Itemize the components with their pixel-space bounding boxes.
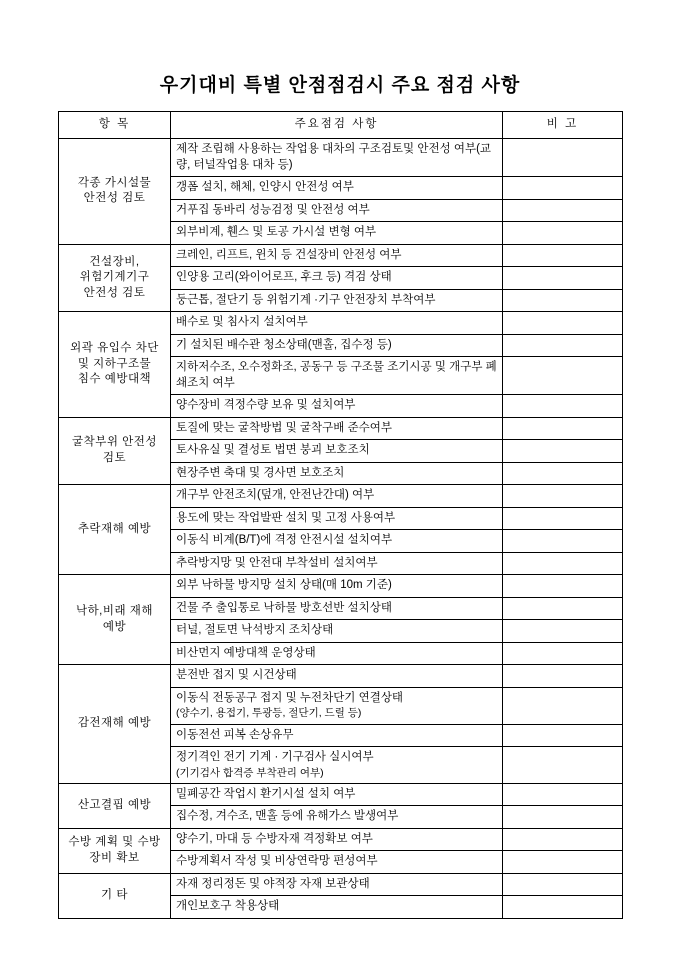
note-cell[interactable] bbox=[503, 334, 623, 357]
note-cell[interactable] bbox=[503, 828, 623, 851]
note-cell[interactable] bbox=[503, 896, 623, 919]
table-row bbox=[59, 139, 623, 177]
category-cell: 굴착부위 안전성 검토 bbox=[59, 417, 171, 485]
table-row bbox=[59, 873, 623, 896]
check-item-cell: 이동식 비계(B/T)에 격정 안전시설 설치여부 bbox=[171, 530, 503, 553]
check-item-cell: 분전반 접지 및 시건상태 bbox=[171, 665, 503, 688]
check-item-cell: 밀폐공간 작업시 환기시설 설치 여부 bbox=[171, 783, 503, 806]
page-title: 우기대비 특별 안점점검시 주요 점검 사항 bbox=[159, 75, 521, 96]
table-header bbox=[59, 112, 623, 139]
check-item-cell: 추락방지망 및 안전대 부착설비 설치여부 bbox=[171, 552, 503, 575]
note-cell[interactable] bbox=[503, 485, 623, 508]
table-row bbox=[59, 417, 623, 440]
note-cell[interactable] bbox=[503, 357, 623, 395]
category-cell: 추락재해 예방 bbox=[59, 485, 171, 575]
note-cell[interactable] bbox=[503, 507, 623, 530]
note-cell[interactable] bbox=[503, 806, 623, 829]
table-row bbox=[59, 783, 623, 806]
table-row bbox=[59, 485, 623, 508]
column-header-item: 주요점검 사항 bbox=[171, 112, 503, 139]
check-item-cell: 기 설치된 배수관 청소상태(맨홀, 집수정 등) bbox=[171, 334, 503, 357]
note-cell[interactable] bbox=[503, 687, 623, 724]
note-cell[interactable] bbox=[503, 783, 623, 806]
check-item-cell: 수방계획서 작성 및 비상연락망 편성여부 bbox=[171, 851, 503, 874]
check-item-cell: 토사유실 및 결성토 법면 붕괴 보호조치 bbox=[171, 440, 503, 463]
note-cell[interactable] bbox=[503, 462, 623, 485]
note-cell[interactable] bbox=[503, 139, 623, 177]
note-cell[interactable] bbox=[503, 724, 623, 747]
note-cell[interactable] bbox=[503, 440, 623, 463]
table-row bbox=[59, 665, 623, 688]
table-body bbox=[59, 139, 623, 919]
check-item-cell: 인양용 고리(와이어로프, 후크 등) 격검 상태 bbox=[171, 267, 503, 290]
table-header-row bbox=[59, 112, 623, 139]
check-item-cell: 용도에 맞는 작업발판 설치 및 고정 사용여부 bbox=[171, 507, 503, 530]
check-item-cell: 양수장비 격정수량 보유 및 설치여부 bbox=[171, 395, 503, 418]
table-row bbox=[59, 312, 623, 335]
note-cell[interactable] bbox=[503, 747, 623, 784]
note-cell[interactable] bbox=[503, 642, 623, 665]
category-cell: 수방 계획 및 수방 장비 확보 bbox=[59, 828, 171, 873]
column-header-category: 항 목 bbox=[59, 112, 171, 139]
check-item-cell: 배수로 및 침사지 설치여부 bbox=[171, 312, 503, 335]
check-item-cell: 거푸집 동바리 성능검정 및 안전성 여부 bbox=[171, 199, 503, 222]
table-row bbox=[59, 828, 623, 851]
note-cell[interactable] bbox=[503, 851, 623, 874]
check-item-cell: 개인보호구 착용상태 bbox=[171, 896, 503, 919]
check-item-cell: 크레인, 리프트, 윈치 등 건설장비 안전성 여부 bbox=[171, 244, 503, 267]
safety-checklist-table bbox=[58, 111, 623, 919]
note-cell[interactable] bbox=[503, 620, 623, 643]
note-cell[interactable] bbox=[503, 395, 623, 418]
check-item-cell: 양수기, 마대 등 수방자재 격정확보 여부 bbox=[171, 828, 503, 851]
note-cell[interactable] bbox=[503, 417, 623, 440]
column-header-note: 비 고 bbox=[503, 112, 623, 139]
category-cell: 각종 가시설물 안전성 검토 bbox=[59, 139, 171, 245]
note-cell[interactable] bbox=[503, 873, 623, 896]
check-item-cell: 정기격인 전기 기계 · 기구검사 실시여부 (기기검사 합격증 부착관리 여부) bbox=[171, 747, 503, 784]
category-cell: 낙하,비래 재해 예방 bbox=[59, 575, 171, 665]
check-item-cell: 건물 주 출입통로 낙하물 방호선반 설치상태 bbox=[171, 597, 503, 620]
check-item-cell: 이동식 전동공구 접지 및 누전차단기 연결상태 (양수기, 용접기, 투광등, 절단기, 드릴 등) bbox=[171, 687, 503, 724]
check-item-cell: 터널, 절토면 낙석방지 조치상태 bbox=[171, 620, 503, 643]
table-row bbox=[59, 575, 623, 598]
check-item-cell: 외부비계, 휀스 및 토공 가시설 변형 여부 bbox=[171, 222, 503, 245]
note-cell[interactable] bbox=[503, 552, 623, 575]
note-cell[interactable] bbox=[503, 665, 623, 688]
category-cell: 감전재해 예방 bbox=[59, 665, 171, 783]
note-cell[interactable] bbox=[503, 267, 623, 290]
check-item-cell: 이동전선 피복 손상유무 bbox=[171, 724, 503, 747]
note-cell[interactable] bbox=[503, 530, 623, 553]
check-item-cell: 집수정, 겨수조, 맨홀 등에 유해가스 발생여부 bbox=[171, 806, 503, 829]
check-item-cell: 비산먼지 예방대책 운영상태 bbox=[171, 642, 503, 665]
category-cell: 건설장비, 위험기계기구 안전성 검토 bbox=[59, 244, 171, 312]
check-item-cell: 현장주변 축대 및 경사면 보호조치 bbox=[171, 462, 503, 485]
note-cell[interactable] bbox=[503, 244, 623, 267]
note-cell[interactable] bbox=[503, 312, 623, 335]
note-cell[interactable] bbox=[503, 222, 623, 245]
check-item-cell: 개구부 안전조치(덮개, 안전난간대) 여부 bbox=[171, 485, 503, 508]
category-cell: 기 타 bbox=[59, 873, 171, 918]
table-row bbox=[59, 244, 623, 267]
check-item-cell: 외부 낙하물 방지망 설치 상태(매 10m 기준) bbox=[171, 575, 503, 598]
check-item-cell: 토질에 맞는 굴착방법 및 굴착구배 준수여부 bbox=[171, 417, 503, 440]
check-item-cell: 제작 조립해 사용하는 작업용 대차의 구조검토및 안전성 여부(교량, 터널작업용 대차 등) bbox=[171, 139, 503, 177]
note-cell[interactable] bbox=[503, 597, 623, 620]
note-cell[interactable] bbox=[503, 575, 623, 598]
check-item-cell: 갱폼 설치, 해체, 인양시 안전성 여부 bbox=[171, 177, 503, 200]
check-item-cell: 자재 정리정돈 및 야적장 자재 보관상태 bbox=[171, 873, 503, 896]
category-cell: 외곽 유입수 차단 및 지하구조물 침수 예방대책 bbox=[59, 312, 171, 418]
note-cell[interactable] bbox=[503, 177, 623, 200]
category-cell: 산고결핍 예방 bbox=[59, 783, 171, 828]
note-cell[interactable] bbox=[503, 199, 623, 222]
check-item-cell: 둥근톱, 절단기 등 위험기계 ·기구 안전장치 부착여부 bbox=[171, 289, 503, 312]
check-item-cell: 지하저수조, 오수정화조, 공동구 등 구조물 조기시공 및 개구부 폐쇄조치 여부 bbox=[171, 357, 503, 395]
note-cell[interactable] bbox=[503, 289, 623, 312]
